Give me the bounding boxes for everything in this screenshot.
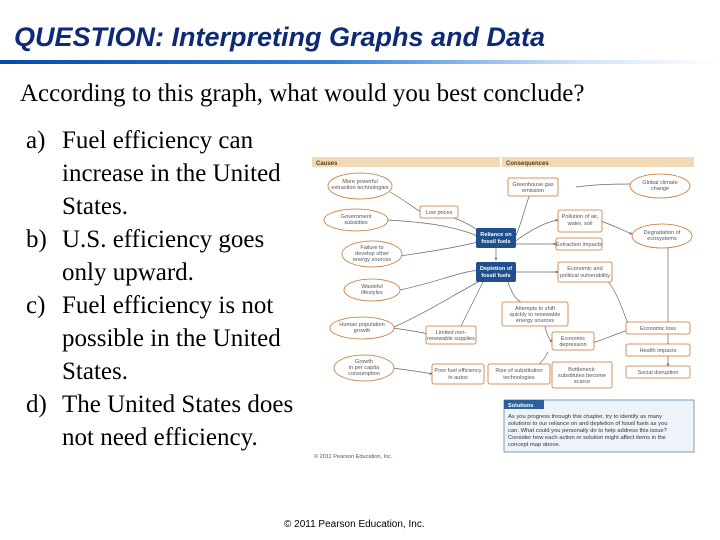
option-text: Fuel efficiency is not possible in the United States. [62,292,281,385]
connector [392,368,432,374]
middle-node-label: Poor fuel efficiency in autos [434,368,482,381]
center-node [476,262,516,282]
solutions-line: solutions to our reliance on and depletion of fossil fuels as you [508,421,668,427]
solutions-line: Consider how each action or solution might affect items in the [508,435,666,441]
figure-copyright: © 2011 Pearson Education, Inc. [314,454,393,460]
option-d[interactable] [26,388,301,454]
consequence-node-label: Attempts to shift quickly to renewable energy sources [509,306,561,324]
connector [598,220,632,234]
causes-header: Causes [316,161,338,167]
consequence-node-label: Economic and political vulnerability [560,266,610,279]
option-letter: b) [26,226,47,253]
connector [508,282,526,304]
option-b[interactable] [26,223,301,289]
center-node-label: Depletion of fossil fuels [479,266,513,279]
middle-node-label: Low prices [425,210,453,216]
option-text: U.S. efficiency goes only upward. [62,226,265,286]
far-right-node-label: Degradation of ecosystems [643,230,681,242]
footer-copyright: © 2011 Pearson Education, Inc. [284,519,425,530]
consequence-node-label: Pollution of air, water, soil [561,214,599,227]
connector [392,328,428,334]
far-right-node-label: Health impacts [639,348,677,354]
connector [400,270,480,290]
center-node-label: Reliance on fossil fuels [480,232,512,245]
middle-node-label: Limited non-renewable supplies [427,330,475,342]
cause-node-label: Human population growth [339,322,385,334]
middle-nodes [420,206,484,384]
cause-node-label: Government subsidies [340,214,372,226]
connector [400,242,478,256]
consequence-node [558,262,612,282]
concept-map-figure [308,152,698,462]
consequence-node-label: Economic depression [559,336,587,348]
solutions-line: concept map above. [508,442,561,448]
option-letter: a) [26,127,46,154]
consequence-node-label: Bottleneck: substitutes become scarce [557,367,607,385]
option-letter: d) [26,391,47,418]
connector [576,184,634,187]
option-c[interactable] [26,289,301,388]
title-underline [0,60,720,64]
connector [458,280,484,332]
consequence-node-label: Extraction impacts [556,242,602,248]
solutions-header: Solutions [508,403,534,409]
far-right-node-label: Economic loss [639,326,677,332]
consequence-node-label: Greenhouse gas emission [512,182,554,194]
option-text: The United States does not need efficiency. [62,391,294,451]
option-letter: c) [26,292,46,319]
slide-title: QUESTION: Interpreting Graphs and Data [14,22,546,52]
cause-node-label: Failure to develop other energy sources [352,245,392,263]
far-right-nodes [626,174,692,378]
far-right-node-label: Global climate change [642,180,678,192]
question-text: According to this graph, what would you best conclude? [20,80,585,107]
solutions-line: can. What could you personally do to help address this issue? [508,428,667,434]
option-a[interactable] [26,124,301,223]
title-bar [0,0,720,60]
cause-nodes [324,173,402,381]
consequences-header: Consequences [506,161,549,167]
cause-node-label: More powerful extraction technologies [331,179,389,191]
option-text: Fuel efficiency can increase in the United States. [62,127,281,220]
cause-node-label: Wasteful lifestyles [361,284,383,296]
middle-node [432,364,484,384]
far-right-node-label: Social disruption [637,370,679,376]
consequence-node [488,364,550,384]
solutions-line: As you progress through this chapter, try to identify as many [508,414,663,420]
answer-options [26,124,301,454]
connector [392,280,482,328]
center-node [476,228,516,248]
causes-header-strip [312,157,500,167]
cause-node-label: Growth in per capita consumption [348,359,380,377]
consequence-node-label: Rise of substitution technologies [495,368,543,381]
consequence-nodes [488,178,612,388]
solutions-box [504,400,694,452]
